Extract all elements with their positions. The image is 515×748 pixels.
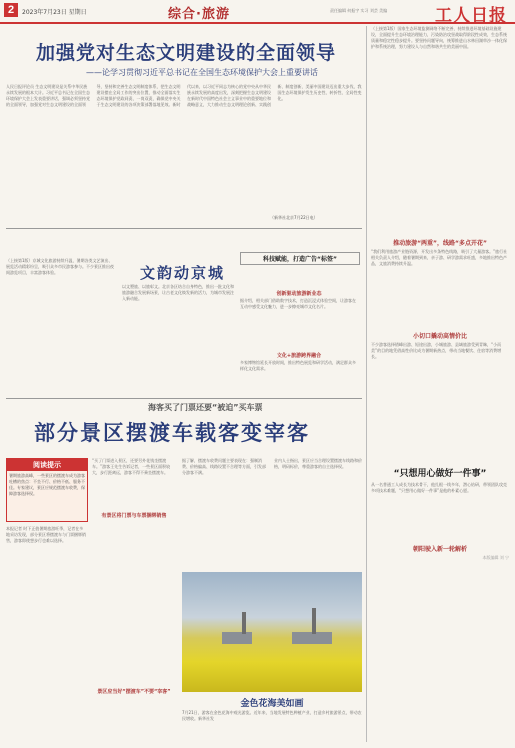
lead-headline: 加强党对生态文明建设的全面领导	[36, 42, 337, 64]
issue-date: 2023年7月23日 星期日	[22, 9, 87, 16]
page-number: 2	[4, 3, 18, 17]
story-text-b: “买了门票进入景区，还要另外花钱坐摆渡车。”游客王先生告诉记者，一些景区面积较大，步行距离远，游客不得不乘坐摆渡车。	[92, 458, 171, 475]
right-subhead-3: 朝阳驶入新一轮解析	[412, 546, 467, 553]
chimney-shape	[242, 612, 246, 634]
right-subhead-2: 小切口撬动高情价比	[412, 333, 467, 340]
story-text-a: 本报记者 时下正值暑期旅游旺季，记者在多地采访发现，部分景区将摆渡车与门票捆绑销售，游客即使想步行也难以选择。	[6, 526, 86, 543]
story-text-c: 据了解，摆渡车收费问题主要表现在：强制消费、价格偏高、线路设置不合理等方面，引发部分游客不满。	[182, 458, 266, 475]
story-kicker: 海客买了门票还要“被迫”买车票	[148, 403, 263, 412]
story-text-d: 业内人士指出，景区应当合理设置摆渡车线路和价格，明码标价，尊重游客的自主选择权。	[274, 458, 362, 469]
reading-tip-text: 暑期旅游高峰，一些景区的摆渡车成为游客吐槽的焦点：不坐不行、价格不低、服务不佳。专家建议，景区应规范摆渡车收费，保障游客选择权。	[9, 473, 85, 496]
feature-headline: 文韵动京城	[140, 264, 226, 282]
divider	[6, 228, 362, 229]
flower-field-photo	[182, 572, 362, 692]
section-title: 综合·旅游	[168, 7, 230, 22]
divider	[6, 398, 362, 399]
building-shape	[222, 632, 252, 644]
chimney-shape	[312, 608, 316, 634]
feature-subhead-a: 创新驱动旅游新业态	[276, 291, 322, 297]
story-headline: 部分景区摆渡车载客变宰客	[34, 421, 310, 445]
feature-text-b: 以文塑旅、以旅彰文。北京各区结合自身特色，推出一批文化和旅游融合发展新场景，让古老文化焕发新的活力，为城市发展注入新动能。	[122, 284, 234, 301]
newspaper-logo: 工人日报	[435, 6, 507, 26]
right-lead-text: （上接第1版）国家生态环境监测网络不断完善，持续推进环境基础设施建设，全面提升生态环境治理能力，污染防治攻坚战取得阶段性成效，生态系统质量和稳定性稳步提升。要坚持问题导向，统筹推进山水林田湖草沙一体化保护和系统治理，努力建设人与自然和谐共生的美丽中国。	[371, 26, 507, 49]
editors-credit: 责任编辑 何振宇 实习 刘芸 美编	[330, 8, 388, 13]
lead-byline: （新华社北京7月22日电）	[270, 215, 318, 220]
story-subhead-b: 景区应当好“摆渡车”不要“宰客”	[97, 689, 171, 695]
feature-text-a: （上接第1版）京城文化旅游持续升温，暑期各类文艺演出、展览活动精彩纷呈，吸引众多市民游客参与。不少景区推出夜间游览项目，丰富游客体验。	[6, 258, 114, 275]
right-headline-3: “只想用心做好一件事”	[393, 469, 487, 479]
feature-subhead-b: 文化+旅游跨界融合	[276, 353, 322, 359]
reading-tip-title: 阅读提示	[7, 459, 87, 471]
lead-subtitle: ——论学习贯彻习近平总书记在全国生态环境保护大会上重要讲话	[86, 68, 318, 77]
photo-caption: 7月21日，游客在金色花海中观光游览。近年来，当地发展特色种植产业，打造乡村旅游景点，带动农民增收。新华社发	[182, 710, 362, 721]
right-text-3: 从一名普通工人成长为技术骨干，他扎根一线多年，潜心钻研，带领团队攻克多项技术难题，“只想用心做好一件事”是他的朴素心愿。	[371, 482, 507, 493]
photo-title: 金色花海美如画	[240, 699, 304, 709]
reading-tip-box	[6, 458, 88, 522]
editor-note: 本版编辑 刘 宁	[482, 555, 509, 560]
masthead	[0, 0, 515, 24]
right-column	[366, 26, 509, 742]
feature-text-c: 据介绍，相关部门借助数字技术，打造沉浸式体验空间，让游客在互动中感受文化魅力，进一步擦亮城市文化名片。	[240, 298, 356, 309]
lead-body-text: 人民日报评论员 生态文明建设是关系中华民族永续发展的根本大计。习近平总书记在全国生态环境保护大会上发表重要讲话，强调必须坚持党的全面领导，加强党对生态文明建设的全面领导，坚持和完善生态文明制度体系，把生态文明建设摆在全局工作的突出位置，推动全面落实生态环境保护党政同责、一岗双责，确保党中央关于生态文明建设的各项决策部署落地见效。新时代以来，以习近平同志为核心的党中央从中华民族永续发展的高度出发，深刻把握生态文明建设在新时代中国特色社会主义事业中的重要地位和战略意义，大力推动生态文明理论创新、实践创新、制度创新，美丽中国建设迈出重大步伐，我国生态环境保护发生历史性、转折性、全局性变化。	[6, 84, 362, 107]
feature-text-d: 多家博物馆延长开放时间，推出特色展览和研学活动，满足群众多样化文化需求。	[240, 360, 356, 371]
lead-body	[6, 84, 362, 224]
feature-box-title: 科技赋能，打造广告“标签”	[240, 252, 360, 265]
right-text-1: “我们利用旅游产业链资源，开发出多条特色线路，吸引了大量游客。”旅行社相关负责人介绍，随着暑期到来，亲子游、研学游需求旺盛，多地推出特色产品，文旅消费持续升温。	[371, 249, 508, 266]
story-subhead-a: 有景区将门票与车票捆绑销售	[101, 513, 167, 519]
right-subhead-1: 推动旅游“两重”，线路“多点开花”	[393, 240, 487, 247]
right-text-2: 不少游客选择错峰出游、短途出游，小城旅游、县域旅游受到青睐，“小而美”的目的地凭借高性价比成为暑期新热点，带动当地餐饮、住宿等消费增长。	[371, 342, 502, 359]
